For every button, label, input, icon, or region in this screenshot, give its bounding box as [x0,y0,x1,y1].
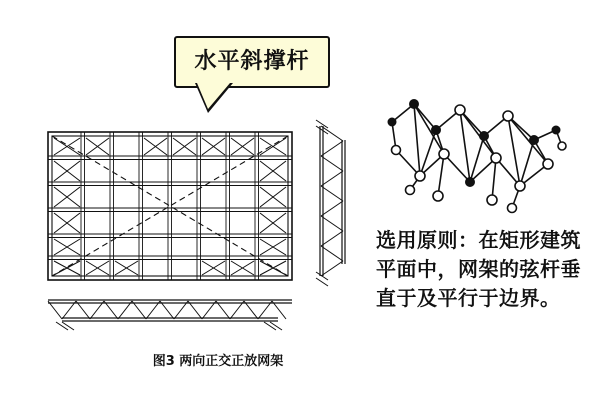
space-frame-node-detail-group [388,100,566,213]
principle-text: 选用原则：在矩形建筑平面中，网架的弦杆垂直于及平行于边界。 [376,228,581,310]
plan-grid-group [48,132,292,280]
callout-tail [197,83,230,109]
callout-balloon [174,36,330,88]
end-elevation-group [316,120,345,286]
figure-caption: 图3 两向正交正放网架 [152,354,284,369]
callout-label: 水平斜撑杆 [194,49,310,74]
side-elevation-group [48,300,292,330]
